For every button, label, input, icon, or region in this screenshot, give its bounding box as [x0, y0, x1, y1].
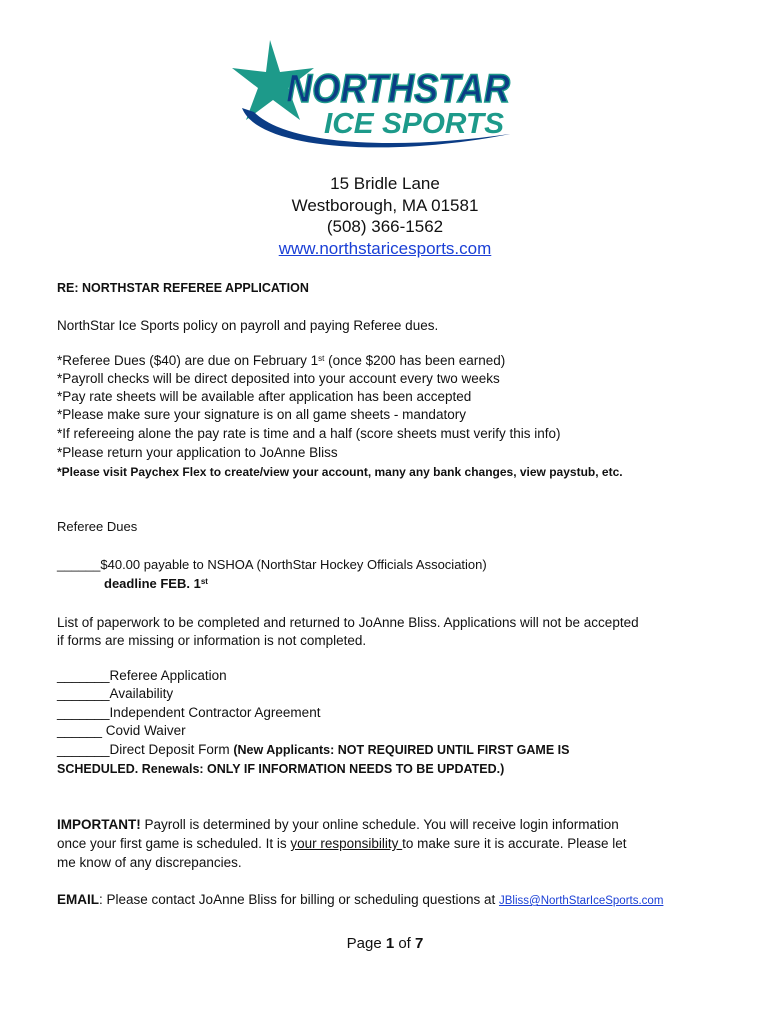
- page-prefix: Page: [346, 935, 386, 952]
- dues-deadline-text: deadline FEB. 1: [104, 576, 201, 591]
- policy-item-1: [57, 352, 505, 370]
- important-text-2b: to make sure it is accurate. Please let: [402, 836, 627, 851]
- email-label: EMAIL: [57, 892, 99, 907]
- policy-item-3: *Pay rate sheets will be available after application has been accepted: [57, 389, 472, 404]
- important-line-1: [57, 816, 619, 834]
- policy-item-4: *Please make sure your signature is on all game sheets - mandatory: [57, 407, 466, 422]
- page-current: 1: [385, 935, 395, 952]
- logo-graphic: [228, 38, 518, 158]
- important-label: IMPORTANT!: [57, 817, 141, 832]
- logo-line2: ICE SPORTS: [324, 108, 505, 140]
- page-of: of: [394, 935, 416, 952]
- email-link[interactable]: JBliss@NorthStarIceSports.com: [498, 895, 664, 907]
- address-street: 15 Bridle Lane: [330, 174, 440, 193]
- checklist-item-5: [57, 741, 569, 759]
- important-line-3: me know of any discrepancies.: [57, 855, 242, 870]
- page-number: [0, 935, 770, 952]
- policy-item-7: *Please visit Paychex Flex to create/view your account, many any bank changes, view paystub, etc.: [57, 465, 623, 479]
- checklist-item-3: _______Independent Contractor Agreement: [57, 705, 321, 720]
- policy-item-6: *Please return your application to JoAnne Bliss: [57, 445, 338, 460]
- paperwork-line-1: List of paperwork to be completed and returned to JoAnne Bliss. Applications will not be accepted: [57, 615, 639, 630]
- checklist-item-1: _______Referee Application: [57, 668, 227, 683]
- checklist-item-2: _______Availability: [57, 686, 174, 701]
- dues-deadline: [104, 575, 208, 593]
- website-link[interactable]: www.northstaricesports.com: [278, 239, 492, 258]
- policy-item-5: *If refereeing alone the pay rate is time and a half (score sheets must verify this info): [57, 426, 561, 441]
- checklist-item-5-note-cont: SCHEDULED. Renewals: ONLY IF INFORMATION NEEDS TO BE UPDATED.): [57, 762, 505, 776]
- dues-heading: Referee Dues: [57, 519, 138, 534]
- page-total: 7: [415, 935, 424, 952]
- checklist-item-5-text: _______Direct Deposit Form: [57, 742, 234, 757]
- email-line: [57, 891, 663, 910]
- email-text: : Please contact JoAnne Bliss for billing or scheduling questions at: [99, 892, 499, 907]
- checklist-item-5-note: (New Applicants: NOT REQUIRED UNTIL FIRST GAME IS: [233, 743, 570, 757]
- policy-item-2: *Payroll checks will be direct deposited into your account every two weeks: [57, 371, 500, 386]
- important-line-2: [57, 835, 627, 853]
- address-city: Westborough, MA 01581: [291, 196, 479, 215]
- dues-deadline-sup: st: [200, 577, 208, 586]
- address-phone: (508) 366-1562: [326, 217, 444, 236]
- important-responsibility: your responsibility: [290, 836, 403, 851]
- logo-line1: NORTHSTAR: [286, 67, 511, 111]
- policy-intro: NorthStar Ice Sports policy on payroll and paying Referee dues.: [57, 318, 439, 333]
- paperwork-line-2: if forms are missing or information is not completed.: [57, 633, 367, 648]
- important-text-1: Payroll is determined by your online schedule. You will receive login information: [140, 817, 619, 832]
- policy-item-1-sup: st: [318, 354, 325, 363]
- northstar-logo: [228, 38, 518, 158]
- checklist-item-4: ______ Covid Waiver: [57, 723, 186, 738]
- policy-item-1-rest: (once $200 has been earned): [324, 353, 506, 368]
- policy-item-1-text: *Referee Dues ($40) are due on February 1: [57, 353, 319, 368]
- dues-line: ______$40.00 payable to NSHOA (NorthStar Hockey Officials Association): [57, 557, 487, 572]
- re-line: RE: NORTHSTAR REFEREE APPLICATION: [57, 281, 309, 295]
- important-text-2a: once your first game is scheduled. It is: [57, 836, 291, 851]
